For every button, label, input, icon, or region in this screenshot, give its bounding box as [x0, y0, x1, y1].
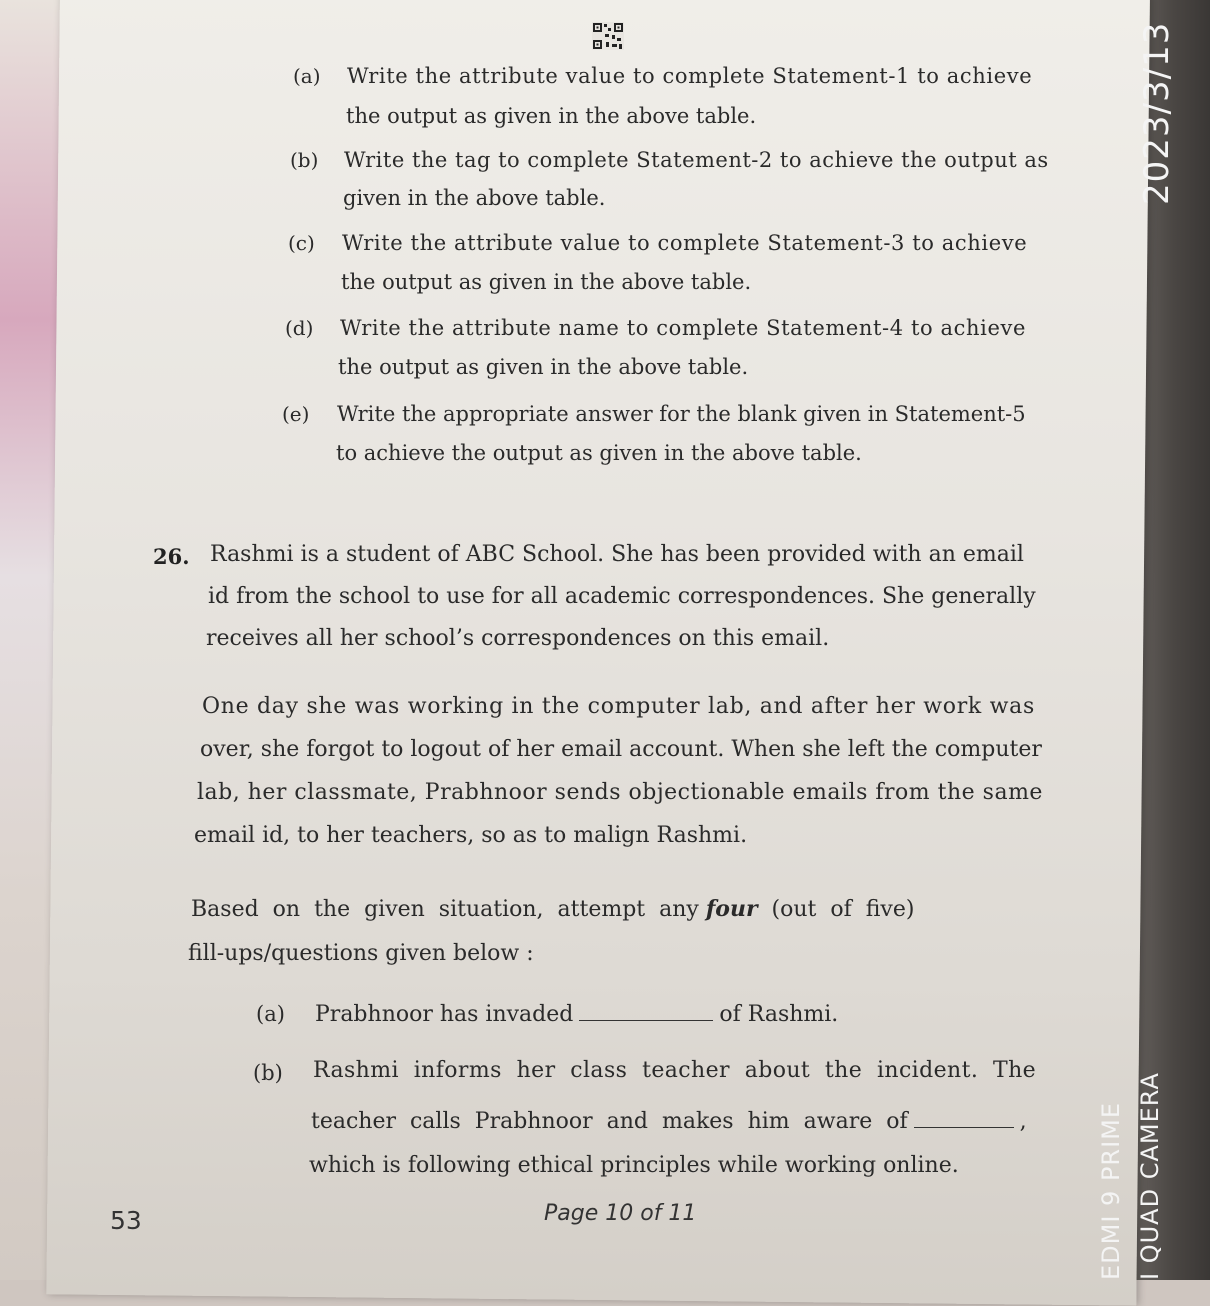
camera-brand-watermark: EDMI 9 PRIME — [1097, 1101, 1125, 1280]
qr-code-icon — [592, 22, 624, 50]
fill-in-line: Rashmi informs her class teacher about the incident. The — [313, 1058, 1037, 1083]
part-label: (d) — [285, 316, 314, 340]
answer-blank[interactable] — [914, 1107, 1014, 1128]
part-label: (c) — [288, 231, 315, 255]
camera-brand-watermark: I QUAD CAMERA — [1136, 1072, 1164, 1280]
part-line: Write the attribute value to complete Statement-3 to achieve — [342, 231, 1028, 255]
page-label: Page 10 of 11 — [544, 1201, 697, 1226]
answer-blank[interactable] — [579, 1000, 713, 1021]
part-line: given in the above table. — [343, 186, 606, 210]
part-label: (e) — [282, 402, 310, 426]
part-line: Write the attribute name to complete Statement-4 to achieve — [340, 316, 1026, 340]
instruction-text: Based on the given situation, attempt any — [191, 897, 706, 922]
fill-in-text: of Rashmi. — [719, 1002, 839, 1027]
paragraph-line: receives all her school’s correspondences on this email. — [206, 626, 830, 651]
instruction-text: (out of five) — [757, 897, 915, 922]
fill-in-text: Prabhnoor has invaded — [315, 1002, 574, 1027]
paragraph-line: Rashmi is a student of ABC School. She has been provided with an email — [210, 542, 1024, 567]
fill-in-line — [315, 1000, 838, 1026]
part-line: Write the attribute value to complete Statement-1 to achieve — [347, 64, 1033, 88]
page-number: 53 — [110, 1206, 142, 1235]
part-line: the output as given in the above table. — [346, 104, 757, 128]
part-line: Write the appropriate answer for the blank given in Statement-5 — [337, 402, 1026, 426]
part-label: (b) — [290, 148, 319, 172]
fill-in-line — [311, 1107, 1027, 1133]
instruction-line: fill-ups/questions given below : — [188, 941, 534, 966]
fill-in-text: , — [1019, 1109, 1027, 1134]
paragraph-line: lab, her classmate, Prabhnoor sends objectionable emails from the same — [197, 780, 1043, 805]
fill-in-line: which is following ethical principles while working online. — [309, 1153, 959, 1178]
paragraph-line: id from the school to use for all academic correspondences. She generally — [208, 584, 1036, 609]
instruction-line — [191, 898, 914, 921]
part-line: to achieve the output as given in the above table. — [336, 441, 862, 465]
paragraph-line: One day she was working in the computer lab, and after her work was — [202, 694, 1035, 719]
paragraph-line: over, she forgot to logout of her email account. When she left the computer — [200, 737, 1042, 762]
part-line: the output as given in the above table. — [338, 355, 749, 379]
part-label: (a) — [256, 1002, 285, 1026]
part-label: (a) — [293, 64, 321, 88]
question-number: 26. — [153, 544, 190, 569]
part-line: Write the tag to complete Statement-2 to achieve the output as — [344, 148, 1049, 172]
part-line: the output as given in the above table. — [341, 270, 752, 294]
instruction-emphasis: four — [705, 896, 758, 922]
paragraph-line: email id, to her teachers, so as to malign Rashmi. — [194, 823, 748, 848]
camera-date-watermark: 2023/3/13 — [1137, 21, 1177, 205]
part-label: (b) — [253, 1061, 283, 1085]
fill-in-text: teacher calls Prabhnoor and makes him aware of — [311, 1109, 908, 1134]
